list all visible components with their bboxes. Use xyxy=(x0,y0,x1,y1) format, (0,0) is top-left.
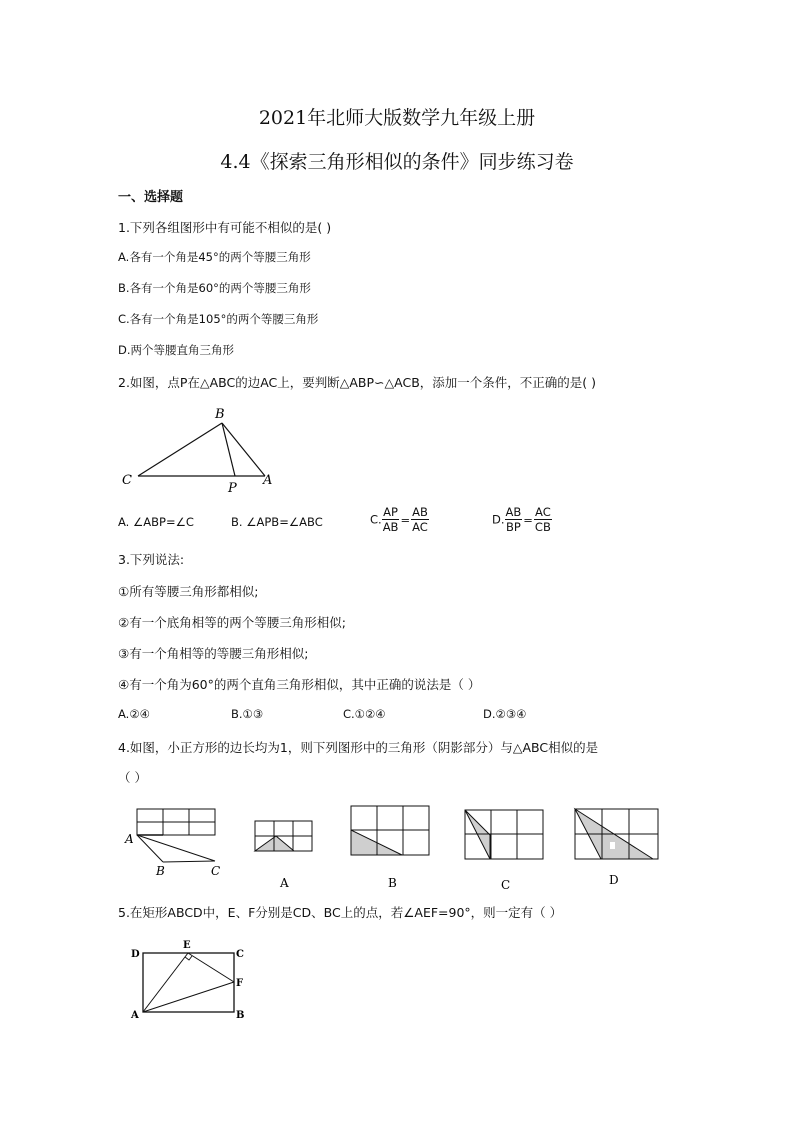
q3-option-c: C.①②④ xyxy=(343,707,386,721)
q3-option-b: B.①③ xyxy=(231,707,264,721)
section-heading: 一、选择题 xyxy=(118,190,184,205)
denominator: AB xyxy=(382,520,399,534)
choice-c-grid xyxy=(465,810,543,892)
choice-b-grid xyxy=(351,806,429,890)
q5-stem: 5.在矩形ABCD中，E、F分别是CD、BC上的点，若∠AEF=90°，则一定有（ ） xyxy=(118,905,563,920)
choice-c-label: C xyxy=(501,878,511,892)
rectangle-abcd xyxy=(143,953,234,1012)
numerator: AB xyxy=(412,505,428,519)
q3-stem: 3.下列说法: xyxy=(118,552,185,567)
shade-gap xyxy=(610,842,615,849)
label-a: A xyxy=(131,1010,139,1021)
label-b: B xyxy=(236,1010,245,1021)
choice-d-grid xyxy=(575,809,658,887)
fraction xyxy=(382,505,400,534)
q4-answer-paren: （ ） xyxy=(118,770,147,785)
numerator: AP xyxy=(383,505,398,519)
q3-item-4: ④有一个角为60°的两个直角三角形相似，其中正确的说法是（ ） xyxy=(118,677,481,692)
denominator: BP xyxy=(505,520,521,534)
segment-af xyxy=(143,982,234,1012)
segment-ef xyxy=(188,953,234,982)
q2-option-b: B. ∠APB=∠ABC xyxy=(231,515,323,529)
label-a: A xyxy=(125,832,134,846)
page-subtitle: 4.4《探索三角形相似的条件》同步练习卷 xyxy=(220,151,574,173)
right-angle-mark xyxy=(185,956,192,960)
label-b: B xyxy=(156,864,165,878)
label-a: A xyxy=(263,473,273,488)
equals-sign: = xyxy=(400,512,411,527)
page-title: 2021年北师大版数学九年级上册 xyxy=(258,107,536,129)
q4-grid-figures xyxy=(118,800,678,892)
q5-rectangle-figure xyxy=(125,936,251,1026)
q1-option-a: A.各有一个角是45°的两个等腰三角形 xyxy=(118,250,311,264)
choice-a-label: A xyxy=(280,876,289,890)
q1-option-b: B.各有一个角是60°的两个等腰三角形 xyxy=(118,281,311,295)
q2-option-d-prefix: D. xyxy=(492,512,505,527)
choice-b-label: B xyxy=(388,876,397,890)
q2-stem: 2.如图，点P在△ABC的边AC上，要判断△ABP∽△ACB，添加一个条件，不正确的是( ) xyxy=(118,375,596,390)
q3-option-a: A.②④ xyxy=(118,707,150,721)
q2-option-d xyxy=(492,505,552,534)
side-cb xyxy=(138,423,222,476)
label-c: C xyxy=(211,864,221,878)
fraction xyxy=(411,505,429,534)
numerator: AB xyxy=(505,505,522,519)
label-c: C xyxy=(236,949,244,960)
q3-item-2: ②有一个底角相等的两个等腰三角形相似; xyxy=(118,615,346,630)
label-f: F xyxy=(236,978,244,989)
q1-option-d: D.两个等腰直角三角形 xyxy=(118,343,235,357)
q4-stem: 4.如图，小正方形的边长均为1，则下列图形中的三角形（阴影部分）与△ABC相似的是 xyxy=(118,740,599,755)
denominator: CB xyxy=(534,520,551,534)
label-p: P xyxy=(228,481,237,496)
denominator: AC xyxy=(412,520,428,534)
q2-option-c xyxy=(370,505,429,534)
label-b: B xyxy=(215,407,225,422)
q3-option-d: D.②③④ xyxy=(483,707,527,721)
q3-item-3: ③有一个角相等的等腰三角形相似; xyxy=(118,646,309,661)
q2-triangle-figure xyxy=(112,402,282,496)
q3-item-1: ①所有等腰三角形都相似; xyxy=(118,584,259,599)
fraction xyxy=(534,505,552,534)
q2-option-a: A. ∠ABP=∠C xyxy=(118,515,194,529)
label-d: D xyxy=(131,949,140,960)
label-c: C xyxy=(122,473,132,488)
fraction xyxy=(505,505,523,534)
choice-a-grid xyxy=(255,821,312,890)
label-e: E xyxy=(183,940,191,951)
choice-d-label: D xyxy=(609,873,619,887)
equals-sign: = xyxy=(523,512,533,527)
q1-stem: 1.下列各组图形中有可能不相似的是( ) xyxy=(118,220,332,235)
segment-ae xyxy=(143,953,188,1012)
reference-grid xyxy=(124,809,220,878)
numerator: AC xyxy=(535,505,551,519)
q2-option-c-prefix: C. xyxy=(370,512,382,527)
q1-option-c: C.各有一个角是105°的两个等腰三角形 xyxy=(118,312,319,326)
